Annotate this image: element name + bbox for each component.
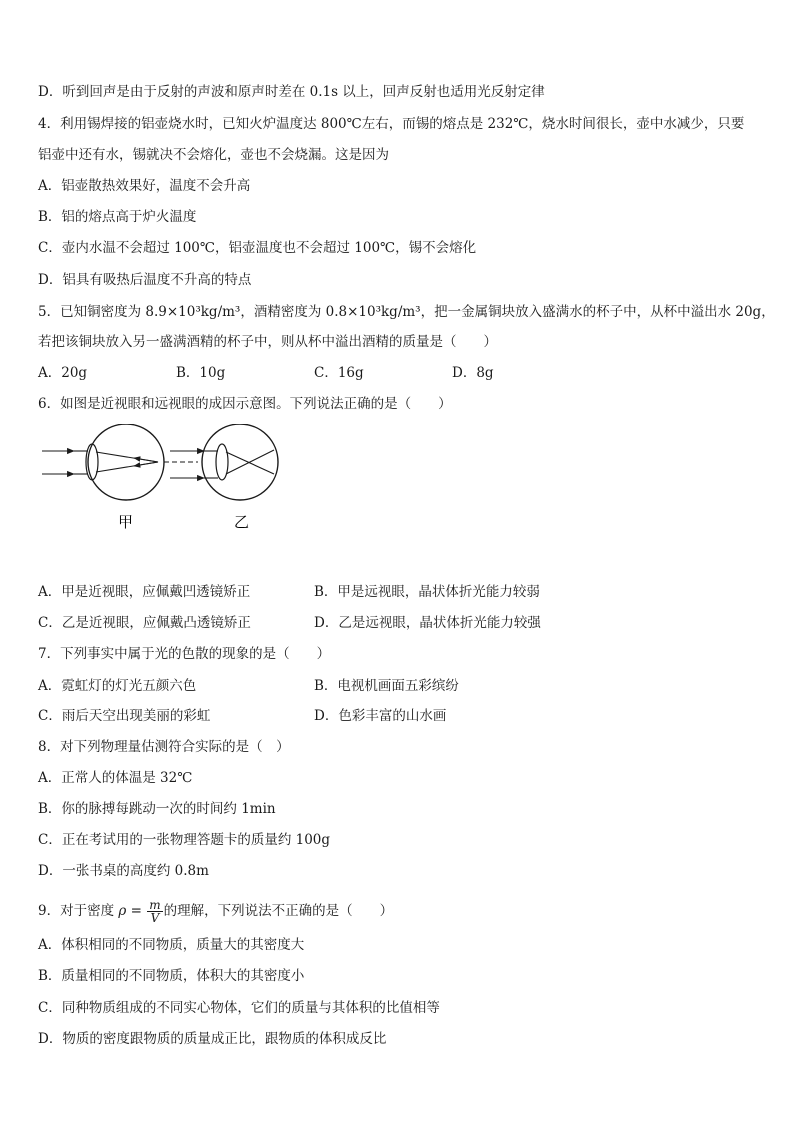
q6-option-c: C．乙是近视眼，应佩戴凸透镜矫正 bbox=[38, 615, 251, 631]
q8-option-a: A．正常人的体温是 32℃ bbox=[38, 770, 193, 786]
left-eye-diagram bbox=[42, 424, 198, 500]
q9-option-b: B．质量相同的不同物质，体积大的其密度小 bbox=[38, 968, 305, 984]
q9-option-c: C．同种物质组成的不同实心物体，它们的质量与其体积的比值相等 bbox=[38, 1000, 440, 1016]
density-symbol: ρ bbox=[118, 903, 127, 919]
formula-numerator: m bbox=[149, 898, 161, 912]
q5-option-d: D．8g bbox=[452, 365, 494, 381]
q7-option-a: A．霓虹灯的灯光五颜六色 bbox=[38, 678, 197, 694]
q6-stem: 6．如图是近视眼和远视眼的成因示意图。下列说法正确的是（ ） bbox=[38, 396, 452, 412]
eye-defect-figure bbox=[38, 424, 298, 536]
q9-option-a: A．体积相同的不同物质，质量大的其密度大 bbox=[38, 937, 305, 953]
figure-label-left: 甲 bbox=[118, 513, 134, 531]
q7-stem: 7．下列事实中属于光的色散的现象的是（ ） bbox=[38, 646, 331, 662]
q5-stem-line2: 若把该铜块放入另一盛满酒精的杯子中，则从杯中溢出酒精的质量是（ ） bbox=[38, 334, 497, 350]
q5-option-c: C．16g bbox=[314, 365, 364, 381]
q5-stem-line1: 5．已知铜密度为 8.9×10³kg/m³，酒精密度为 0.8×10³kg/m³，把一金属铜块放入盛满水的杯子中，从杯中溢出水 20g， bbox=[38, 304, 775, 320]
q4-option-c: C．壶内水温不会超过 100℃，铝壶温度也不会超过 100℃，锡不会熔化 bbox=[38, 240, 477, 256]
q6-option-b: B．甲是远视眼，晶状体折光能力较弱 bbox=[314, 584, 540, 600]
q5-option-a: A．20g bbox=[38, 365, 88, 381]
q7-option-c: C．雨后天空出现美丽的彩虹 bbox=[38, 708, 211, 724]
q8-stem: 8．对下列物理量估测符合实际的是（ ） bbox=[38, 739, 290, 755]
q9-option-d: D．物质的密度跟物质的质量成正比，跟物质的体积成反比 bbox=[38, 1031, 387, 1047]
q8-option-c: C．正在考试用的一张物理答题卡的质量约 100g bbox=[38, 832, 331, 848]
q7-option-d: D．色彩丰富的山水画 bbox=[314, 708, 447, 724]
q4-option-d: D．铝具有吸热后温度不升高的特点 bbox=[38, 272, 252, 288]
right-eye-diagram bbox=[170, 424, 278, 500]
q9-stem-prefix: 9．对于密度 bbox=[38, 903, 119, 919]
q4-stem-line2: 铝壶中还有水，锡就决不会熔化，壶也不会烧漏。这是因为 bbox=[38, 147, 389, 163]
q5-option-b: B．10g bbox=[176, 365, 226, 381]
q6-option-a: A．甲是近视眼，应佩戴凹透镜矫正 bbox=[38, 584, 251, 600]
formula-denominator: V bbox=[150, 911, 160, 925]
q8-option-b: B．你的脉搏每跳动一次的时间约 1min bbox=[38, 801, 276, 817]
equals-sign: = bbox=[126, 903, 147, 919]
q3-option-d: D．听到回声是由于反射的声波和原声时差在 0.1s 以上，回声反射也适用光反射定律 bbox=[38, 84, 545, 100]
q4-stem-line1: 4．利用锡焊接的铝壶烧水时，已知火炉温度达 800℃左右，而锡的熔点是 232℃，烧水时间很长，壶中水减少，只要 bbox=[38, 116, 745, 132]
q7-option-b: B．电视机画面五彩缤纷 bbox=[314, 678, 459, 694]
q6-option-d: D．乙是远视眼，晶状体折光能力较强 bbox=[314, 615, 541, 631]
q8-option-d: D．一张书桌的高度约 0.8m bbox=[38, 863, 209, 879]
q9-stem bbox=[38, 899, 393, 924]
figure-label-right: 乙 bbox=[234, 513, 250, 531]
density-formula-fraction bbox=[147, 899, 162, 924]
q9-stem-suffix: 的理解，下列说法不正确的是（ ） bbox=[163, 903, 394, 919]
q4-option-a: A．铝壶散热效果好，温度不会升高 bbox=[38, 178, 251, 194]
q4-option-b: B．铝的熔点高于炉火温度 bbox=[38, 209, 197, 225]
